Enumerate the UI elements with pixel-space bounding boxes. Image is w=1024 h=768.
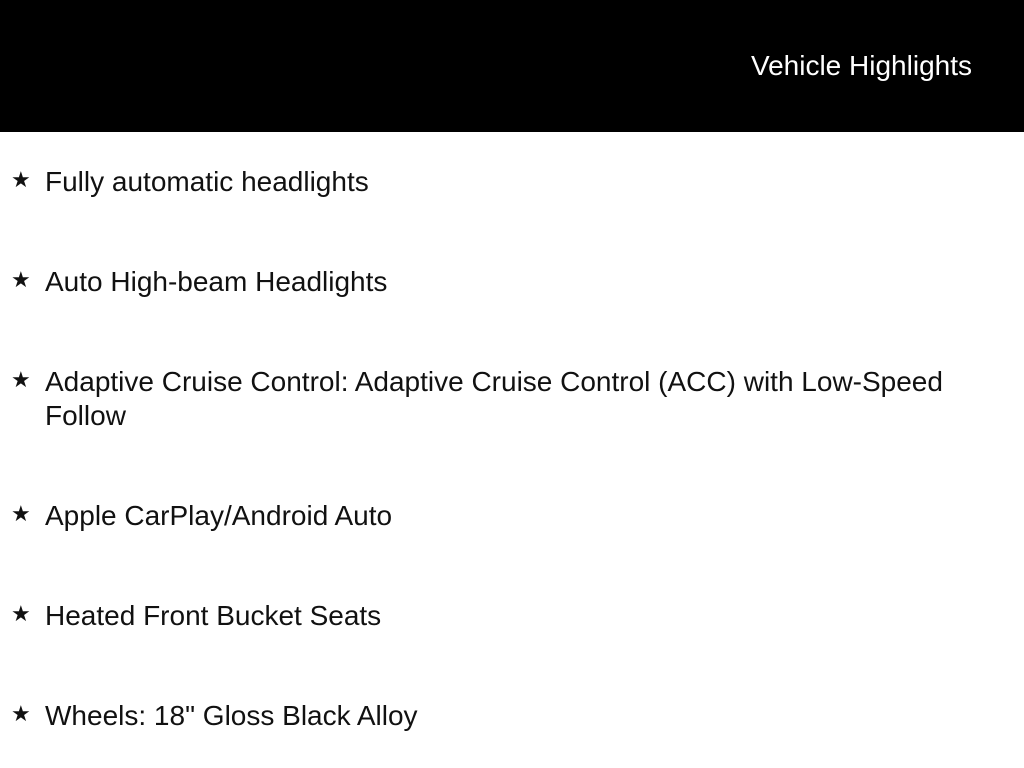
header-banner <box>0 0 1024 132</box>
highlight-item <box>0 165 1024 199</box>
highlight-item <box>0 499 1024 533</box>
star-icon: ★ <box>11 501 31 526</box>
highlight-item <box>0 365 1024 433</box>
star-icon: ★ <box>11 167 31 192</box>
highlight-item <box>0 599 1024 633</box>
star-icon: ★ <box>11 367 31 392</box>
highlight-label: Apple CarPlay/Android Auto <box>45 500 393 531</box>
highlight-label: Fully automatic headlights <box>45 166 369 197</box>
highlight-label: Adaptive Cruise Control: Adaptive Cruise Control (ACC) with Low-Speed Follow <box>45 366 943 431</box>
star-icon: ★ <box>11 601 31 626</box>
vehicle-highlights-list <box>0 132 1024 733</box>
page-title: Vehicle Highlights <box>750 50 972 81</box>
highlight-label: Wheels: 18" Gloss Black Alloy <box>45 700 418 731</box>
highlight-item <box>0 265 1024 299</box>
star-icon: ★ <box>11 701 31 726</box>
highlight-item <box>0 699 1024 733</box>
highlight-label: Heated Front Bucket Seats <box>45 600 382 631</box>
star-icon: ★ <box>11 267 31 292</box>
highlight-label: Auto High-beam Headlights <box>45 266 388 297</box>
